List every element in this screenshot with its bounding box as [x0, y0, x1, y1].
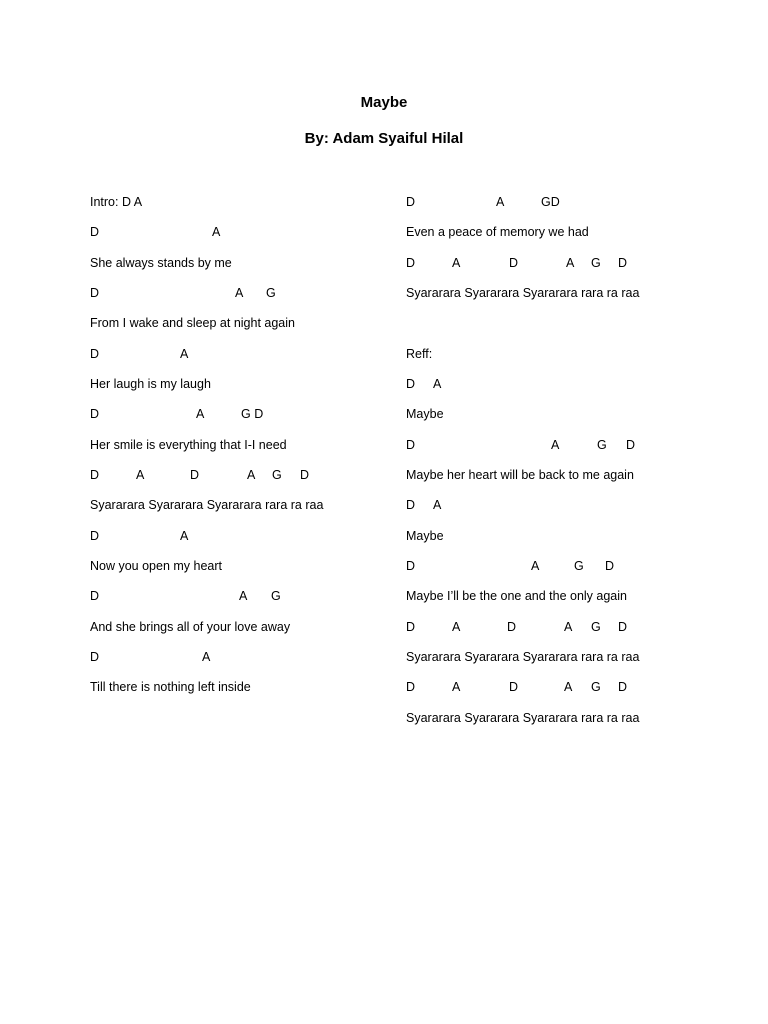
chord: D [90, 528, 100, 543]
chord-line [406, 618, 639, 648]
chord: A [452, 255, 461, 270]
spacer-line [406, 314, 639, 344]
chord: D [406, 680, 416, 695]
lyric-line: From I wake and sleep at night again [90, 316, 295, 331]
chord: D [406, 437, 416, 452]
chord: A [239, 589, 248, 604]
lyric-line: Syararara Syararara Syararara rara ra raa [406, 649, 640, 664]
chord: D [406, 195, 416, 209]
chord: D [90, 407, 100, 422]
chord: G [271, 589, 281, 604]
lyric-line: Her smile is everything that I-I need [90, 437, 287, 452]
chord: A [202, 649, 211, 664]
chord: D [406, 619, 416, 634]
chord: G [266, 285, 276, 300]
chord: A [452, 680, 461, 695]
lyric-line: Now you open my heart [90, 558, 223, 573]
lyric-line: Even a peace of memory we had [406, 225, 589, 240]
chord: G D [241, 407, 264, 422]
chord: D [90, 467, 100, 482]
chord: D [406, 255, 416, 270]
chord: A [196, 407, 205, 422]
left-column [90, 193, 323, 709]
chord: A [564, 619, 573, 634]
chord: A [212, 225, 221, 240]
chord: D [90, 285, 100, 300]
chord: G [574, 558, 584, 573]
chord-line [406, 193, 639, 223]
chord-line [406, 496, 639, 526]
lyric-line: Maybe [406, 528, 444, 543]
chord: D [90, 346, 100, 361]
lyric-line: Syararara Syararara Syararara rara ra raa [406, 710, 640, 725]
song-author: By: Adam Syaiful Hilal [304, 130, 464, 147]
chord: G [591, 680, 601, 695]
chord: A [564, 680, 573, 695]
right-column [406, 193, 639, 739]
chord-line [406, 254, 639, 284]
chord: A [433, 376, 442, 391]
chord: D [509, 255, 519, 270]
chord: A [496, 195, 505, 209]
chord: D [605, 558, 615, 573]
chord-line [406, 678, 639, 708]
chord-line [90, 223, 323, 253]
chord-line [90, 345, 323, 375]
chord-line [90, 284, 323, 314]
chord: D [90, 649, 100, 664]
chord: A [235, 285, 244, 300]
chord-line [406, 557, 639, 587]
lyric-line: Her laugh is my laugh [90, 376, 211, 391]
lyric-line: Till there is nothing left inside [90, 680, 251, 695]
chord-line [406, 375, 639, 405]
lyric-line: Maybe her heart will be back to me again [406, 467, 634, 482]
chord: D [618, 680, 628, 695]
chord: D [190, 467, 200, 482]
lyric-line: She always stands by me [90, 255, 232, 270]
chord: A [433, 498, 442, 513]
chord-line [90, 648, 323, 678]
chord: A [452, 619, 461, 634]
chord-line [90, 405, 323, 435]
song-title: Maybe [360, 94, 408, 111]
chord: A [180, 528, 189, 543]
chord: D [406, 498, 416, 513]
reff-label: Reff: [406, 346, 433, 361]
chord: A [551, 437, 560, 452]
chord: A [180, 346, 189, 361]
chord: A [531, 558, 540, 573]
chord-line [90, 466, 323, 496]
chord: D [509, 680, 519, 695]
chord: G [597, 437, 607, 452]
chord: D [406, 558, 416, 573]
chord: D [618, 255, 628, 270]
chord: A [566, 255, 575, 270]
chord: A [247, 467, 256, 482]
lyric-line: Syararara Syararara Syararara rara ra raa [406, 285, 640, 300]
lyric-line: Syararara Syararara Syararara rara ra raa [90, 498, 324, 513]
chord-line [406, 436, 639, 466]
chord: G [591, 255, 601, 270]
lyric-line: And she brings all of your love away [90, 619, 291, 634]
chord: G [591, 619, 601, 634]
chord: D [90, 225, 100, 240]
chord: D [300, 467, 310, 482]
intro-line: Intro: D A [90, 195, 143, 209]
chord: D [507, 619, 517, 634]
lyric-line: Maybe I’ll be the one and the only again [406, 589, 627, 604]
chord: GD [541, 195, 560, 209]
chord: D [406, 376, 416, 391]
chord: D [618, 619, 628, 634]
chord: D [626, 437, 636, 452]
chord: G [272, 467, 282, 482]
chord: A [136, 467, 145, 482]
chord-line [90, 587, 323, 617]
chord: D [90, 589, 100, 604]
chord-line [90, 527, 323, 557]
lyric-line: Maybe [406, 407, 444, 422]
